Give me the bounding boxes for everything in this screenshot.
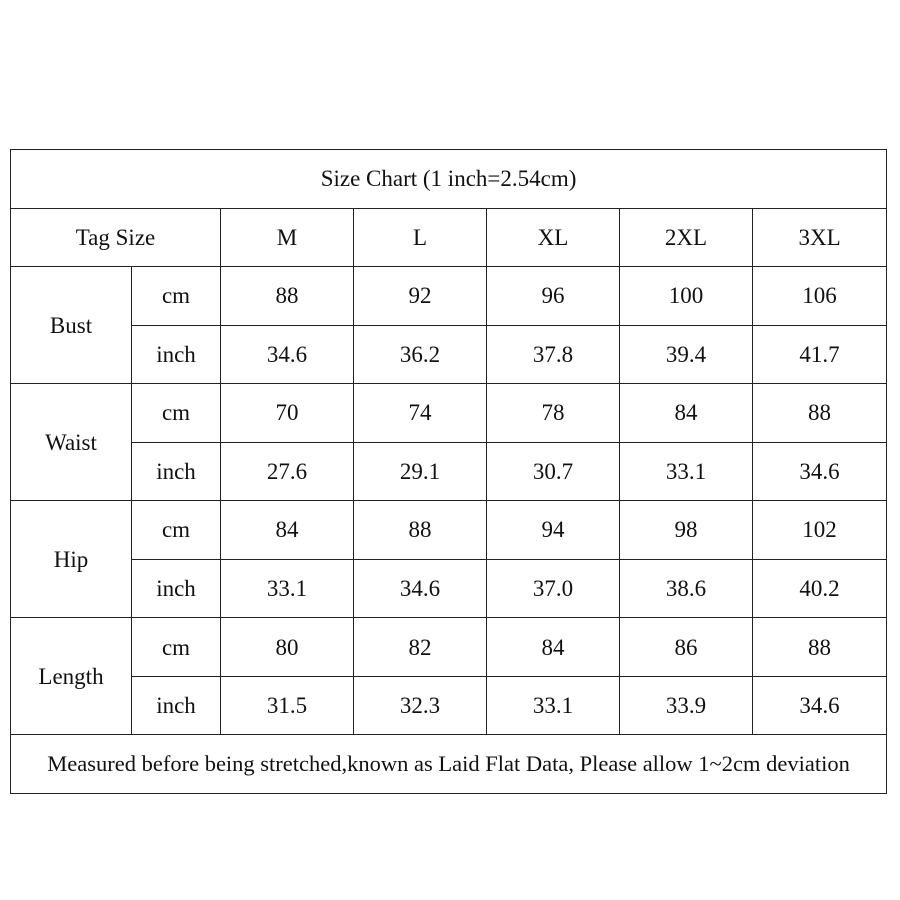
size-header-l: L (354, 208, 487, 267)
unit-label: inch (132, 676, 221, 735)
value-cell: 34.6 (354, 559, 487, 618)
table-row (11, 676, 887, 735)
table-row (11, 618, 887, 677)
title-row (11, 150, 887, 209)
table-row (11, 325, 887, 384)
value-cell: 34.6 (753, 442, 887, 501)
value-cell: 84 (487, 618, 620, 677)
value-cell: 70 (221, 384, 354, 443)
value-cell: 37.8 (487, 325, 620, 384)
size-header-m: M (221, 208, 354, 267)
value-cell: 84 (221, 501, 354, 560)
table-row (11, 384, 887, 443)
note-row (11, 735, 887, 794)
value-cell: 102 (753, 501, 887, 560)
unit-label: inch (132, 442, 221, 501)
value-cell: 88 (354, 501, 487, 560)
unit-label: cm (132, 267, 221, 326)
value-cell: 92 (354, 267, 487, 326)
size-chart-body (11, 150, 887, 794)
value-cell: 88 (753, 618, 887, 677)
unit-label: cm (132, 501, 221, 560)
unit-label: cm (132, 384, 221, 443)
unit-label: inch (132, 559, 221, 618)
value-cell: 33.1 (487, 676, 620, 735)
value-cell: 33.9 (620, 676, 753, 735)
size-chart-table (10, 149, 887, 794)
value-cell: 94 (487, 501, 620, 560)
chart-title: Size Chart (1 inch=2.54cm) (11, 150, 887, 209)
value-cell: 34.6 (753, 676, 887, 735)
value-cell: 80 (221, 618, 354, 677)
value-cell: 106 (753, 267, 887, 326)
measure-label: Bust (11, 267, 132, 384)
size-header-3xl: 3XL (753, 208, 887, 267)
value-cell: 37.0 (487, 559, 620, 618)
table-row (11, 559, 887, 618)
measure-label: Length (11, 618, 132, 735)
value-cell: 29.1 (354, 442, 487, 501)
value-cell: 86 (620, 618, 753, 677)
value-cell: 96 (487, 267, 620, 326)
value-cell: 36.2 (354, 325, 487, 384)
unit-label: cm (132, 618, 221, 677)
value-cell: 88 (221, 267, 354, 326)
header-row (11, 208, 887, 267)
value-cell: 100 (620, 267, 753, 326)
size-header-xl: XL (487, 208, 620, 267)
value-cell: 41.7 (753, 325, 887, 384)
value-cell: 31.5 (221, 676, 354, 735)
unit-label: inch (132, 325, 221, 384)
value-cell: 38.6 (620, 559, 753, 618)
value-cell: 27.6 (221, 442, 354, 501)
measure-label: Waist (11, 384, 132, 501)
value-cell: 78 (487, 384, 620, 443)
size-header-2xl: 2XL (620, 208, 753, 267)
table-row (11, 501, 887, 560)
measurement-note: Measured before being stretched,known as Laid Flat Data, Please allow 1~2cm deviation (11, 735, 887, 794)
measure-label: Hip (11, 501, 132, 618)
value-cell: 82 (354, 618, 487, 677)
value-cell: 74 (354, 384, 487, 443)
value-cell: 33.1 (620, 442, 753, 501)
table-row (11, 267, 887, 326)
value-cell: 88 (753, 384, 887, 443)
value-cell: 40.2 (753, 559, 887, 618)
value-cell: 98 (620, 501, 753, 560)
value-cell: 34.6 (221, 325, 354, 384)
value-cell: 84 (620, 384, 753, 443)
value-cell: 39.4 (620, 325, 753, 384)
value-cell: 33.1 (221, 559, 354, 618)
tag-size-label: Tag Size (11, 208, 221, 267)
value-cell: 32.3 (354, 676, 487, 735)
value-cell: 30.7 (487, 442, 620, 501)
table-row (11, 442, 887, 501)
